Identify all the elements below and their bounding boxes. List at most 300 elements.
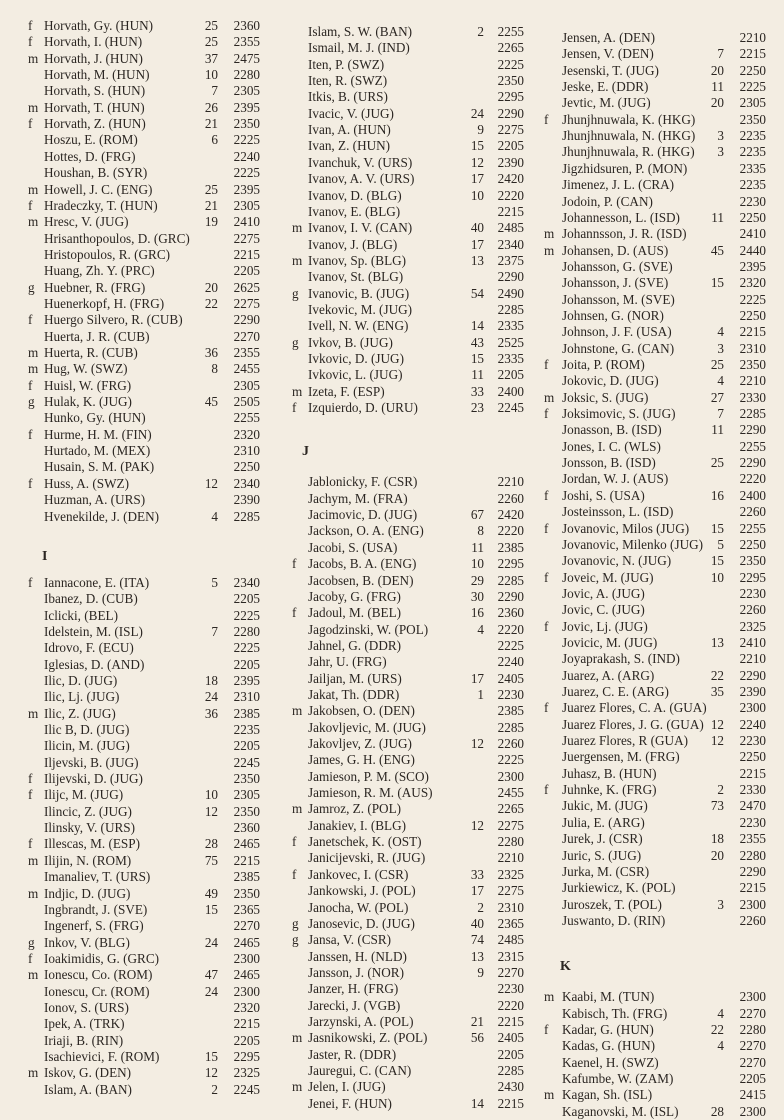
player-name: Johnstone, G. (CAN) [562, 340, 675, 356]
games-count: 33 [470, 866, 484, 882]
rating-value: 2295 [739, 569, 766, 585]
section-letter: J [302, 444, 309, 460]
player-name: Ilic B, D. (JUG) [44, 722, 130, 737]
list-item [530, 1038, 784, 1054]
list-item [4, 706, 266, 722]
list-item [272, 654, 530, 670]
title-mark: m [544, 989, 555, 1005]
games-count: 45 [710, 242, 724, 258]
player-name: Ingbrandt, J. (SVE) [44, 901, 148, 917]
player-name: Hunko, Gy. (HUN) [44, 410, 146, 426]
player-name: Joyaprakash, S. (IND) [562, 651, 680, 667]
title-mark: m [544, 1087, 555, 1103]
rating-value: 2275 [233, 230, 260, 246]
rating-value: 2205 [233, 263, 260, 279]
rating-value: 2280 [739, 847, 766, 863]
player-name: Ilic, D. (JUG) [44, 672, 118, 688]
games-count: 15 [710, 553, 724, 569]
title-mark: g [28, 279, 35, 295]
title-mark: m [28, 852, 39, 868]
rating-value: 2350 [233, 771, 260, 787]
rating-value: 2320 [233, 999, 260, 1015]
list-item [4, 967, 266, 983]
games-count: 15 [204, 901, 218, 917]
rating-value: 2325 [233, 1065, 260, 1081]
rating-value: 2235 [739, 128, 766, 144]
player-name: Joveic, M. (JUG) [562, 569, 654, 585]
title-mark: f [292, 400, 297, 416]
player-name: Hurtado, M. (MEX) [44, 443, 151, 459]
list-item [530, 471, 784, 487]
list-item [4, 673, 266, 689]
rating-value: 2275 [497, 883, 524, 899]
list-item [530, 553, 784, 569]
rating-value: 2260 [739, 912, 766, 928]
rating-value: 2285 [739, 406, 766, 422]
games-count: 12 [204, 1065, 218, 1081]
player-name: Ilijevski, D. (JUG) [44, 771, 143, 787]
rating-value: 2220 [497, 523, 524, 539]
list-item [272, 24, 530, 40]
games-count: 11 [711, 422, 724, 438]
player-name: Jamieson, P. M. (SCO) [308, 768, 429, 784]
player-name: Ivan, Z. (HUN) [308, 138, 391, 154]
games-count: 30 [470, 588, 484, 604]
rating-value: 2210 [739, 30, 766, 45]
player-name: Jakat, Th. (DDR) [308, 686, 400, 702]
games-count: 18 [204, 672, 218, 688]
player-name: Johannesson, L. (ISD) [562, 209, 680, 225]
player-name: Idelstein, M. (ISL) [44, 623, 143, 639]
rating-value: 2350 [233, 803, 260, 819]
player-name: Hulak, K. (JUG) [44, 394, 132, 410]
rating-value: 2205 [739, 1071, 766, 1086]
player-name: Johansen, D. (AUS) [562, 242, 669, 258]
title-mark: g [28, 394, 35, 410]
player-name: Ivkovic, L. (JUG) [308, 367, 403, 383]
player-name: Jeske, E. (DDR) [562, 79, 649, 95]
games-count: 21 [204, 197, 218, 213]
list-item [272, 523, 530, 539]
title-mark: f [28, 18, 33, 33]
rating-value: 2225 [739, 79, 766, 95]
rating-value: 2395 [739, 258, 766, 274]
title-mark: f [544, 700, 549, 716]
list-item [272, 671, 530, 687]
rating-value: 2215 [497, 203, 524, 219]
games-count: 2 [211, 1081, 218, 1097]
games-count: 47 [204, 967, 218, 983]
player-name: Juswanto, D. (RIN) [562, 912, 666, 928]
games-count: 26 [204, 99, 218, 115]
list-item [272, 785, 530, 801]
rating-value: 2310 [233, 689, 260, 705]
list-item [530, 30, 784, 46]
games-count: 12 [470, 817, 484, 833]
rating-value: 2475 [233, 50, 260, 66]
player-name: Jensen, V. (DEN) [562, 46, 654, 62]
list-item [272, 318, 530, 334]
rating-value: 2325 [739, 618, 766, 634]
player-name: Ilicin, M. (JUG) [44, 738, 130, 754]
player-name: Isachievici, F. (ROM) [44, 1049, 160, 1064]
title-mark: f [544, 569, 549, 585]
list-item [530, 1055, 784, 1071]
list-item [4, 394, 266, 410]
list-item [4, 361, 266, 377]
list-item [4, 443, 266, 459]
games-count: 15 [710, 520, 724, 536]
list-item [272, 932, 530, 948]
games-count: 22 [710, 667, 724, 683]
player-name: Izquierdo, D. (URU) [308, 400, 418, 416]
list-item [4, 984, 266, 1000]
list-item [530, 357, 784, 373]
list-item [4, 902, 266, 918]
list-item [530, 422, 784, 438]
games-count: 19 [204, 214, 218, 230]
player-name: Ibanez, D. (CUB) [44, 591, 138, 607]
player-name: Ivanov, A. V. (URS) [308, 171, 415, 187]
player-name: Hristopoulos, R. (GRC) [44, 246, 171, 262]
rating-value: 2230 [739, 733, 766, 749]
rating-value: 2300 [739, 700, 766, 716]
list-item [530, 488, 784, 504]
rating-value: 2285 [497, 301, 524, 317]
list-item [4, 804, 266, 820]
list-item [4, 182, 266, 198]
list-item [272, 507, 530, 523]
list-item [4, 476, 266, 492]
rating-value: 2245 [233, 754, 260, 770]
player-name: Ivanov, J. (BLG) [308, 236, 398, 252]
player-name: Kadas, G. (HUN) [562, 1038, 656, 1054]
player-name: Ionescu, Cr. (ROM) [44, 983, 150, 999]
list-item [272, 965, 530, 981]
rating-value: 2340 [497, 236, 524, 252]
list-item [530, 815, 784, 831]
games-count: 20 [710, 847, 724, 863]
rating-value: 2210 [497, 474, 524, 490]
games-count: 56 [470, 1030, 484, 1046]
rating-value: 2225 [233, 640, 260, 656]
title-mark: f [28, 771, 33, 787]
player-name: Jacobsen, B. (DEN) [308, 572, 414, 588]
list-item [530, 275, 784, 291]
rating-value: 2215 [739, 765, 766, 781]
rating-value: 2385 [497, 539, 524, 555]
rating-value: 2350 [739, 553, 766, 569]
rating-value: 2395 [233, 99, 260, 115]
list-item [530, 989, 784, 1005]
list-item [4, 132, 266, 148]
games-count: 20 [710, 62, 724, 78]
rating-value: 2215 [739, 880, 766, 896]
list-item [272, 573, 530, 589]
player-name: Huergo Silvero, R. (CUB) [44, 312, 183, 328]
title-mark: f [28, 116, 33, 132]
list-item [4, 1082, 266, 1098]
list-item [272, 703, 530, 719]
player-name: Kaenel, H. (SWZ) [562, 1054, 659, 1070]
games-count: 15 [204, 1049, 218, 1064]
games-count: 9 [477, 964, 484, 980]
list-item [530, 177, 784, 193]
player-name: James, G. H. (ENG) [308, 752, 415, 768]
games-count: 11 [711, 209, 724, 225]
games-count: 11 [471, 367, 484, 383]
games-count: 10 [204, 787, 218, 803]
rating-value: 2305 [739, 95, 766, 111]
player-name: Jablonicky, F. (CSR) [308, 474, 418, 490]
player-name: Huang, Zh. Y. (PRC) [44, 263, 155, 279]
rating-value: 2390 [233, 492, 260, 508]
player-name: Jacobs, B. A. (ENG) [308, 556, 417, 572]
games-count: 10 [470, 556, 484, 572]
rating-value: 2215 [233, 852, 260, 868]
list-item [4, 296, 266, 312]
player-name: Juric, S. (JUG) [562, 847, 642, 863]
player-name: Jensen, A. (DEN) [562, 30, 656, 45]
player-name: Jadoul, M. (BEL) [308, 605, 402, 621]
games-count: 14 [470, 318, 484, 334]
list-item [4, 100, 266, 116]
player-name: Huebner, R. (FRG) [44, 279, 146, 295]
list-item [4, 624, 266, 640]
games-count: 2 [717, 782, 724, 798]
list-item [4, 345, 266, 361]
player-name: Horvath, S. (HUN) [44, 83, 146, 99]
list-item [530, 1087, 784, 1103]
list-item [4, 165, 266, 181]
player-name: Ivanov, D. (BLG) [308, 187, 402, 203]
player-name: Jansson, J. (NOR) [308, 964, 404, 980]
list-item [530, 161, 784, 177]
player-name: Hug, W. (SWZ) [44, 361, 128, 377]
rating-value: 2290 [739, 863, 766, 879]
title-mark: f [28, 34, 33, 50]
list-item [272, 883, 530, 899]
player-name: Jovicic, M. (JUG) [562, 634, 658, 650]
games-count: 4 [717, 1005, 724, 1021]
list-item [4, 231, 266, 247]
player-name: Jankovec, I. (CSR) [308, 866, 409, 882]
player-name: Jimenez, J. L. (CRA) [562, 177, 675, 193]
games-count: 9 [477, 122, 484, 138]
list-item [4, 853, 266, 869]
list-item [272, 367, 530, 383]
title-mark: f [28, 836, 33, 852]
player-name: Juarez, A. (ARG) [562, 667, 655, 683]
rating-value: 2485 [497, 932, 524, 948]
games-count: 6 [211, 132, 218, 148]
rating-value: 2390 [739, 684, 766, 699]
player-name: Jansa, V. (CSR) [308, 932, 392, 948]
list-item [530, 144, 784, 160]
games-count: 36 [204, 705, 218, 721]
rating-value: 2305 [233, 83, 260, 99]
list-item [530, 112, 784, 128]
list-item [530, 1071, 784, 1087]
player-name: Juarez, C. E. (ARG) [562, 684, 669, 699]
rating-value: 2285 [233, 508, 260, 524]
rating-value: 2215 [233, 1016, 260, 1032]
games-count: 13 [470, 948, 484, 964]
games-count: 75 [204, 852, 218, 868]
player-name: Joksic, S. (JUG) [562, 389, 649, 405]
list-item [4, 935, 266, 951]
games-count: 40 [470, 915, 484, 931]
title-mark: m [28, 361, 39, 377]
list-item [4, 263, 266, 279]
title-mark: f [28, 475, 33, 491]
rating-value: 2220 [739, 471, 766, 487]
rating-value: 2350 [233, 116, 260, 132]
games-count: 36 [204, 345, 218, 360]
games-count: 2 [477, 24, 484, 39]
player-name: Jokovic, D. (JUG) [562, 373, 659, 389]
list-item [4, 1033, 266, 1049]
rating-value: 2205 [233, 738, 260, 754]
list-item [530, 504, 784, 520]
player-name: Johnson, J. F. (USA) [562, 324, 672, 340]
player-name: Iljevski, B. (JUG) [44, 754, 139, 770]
list-item [530, 1022, 784, 1038]
list-item [530, 848, 784, 864]
player-name: Ivanov, St. (BLG) [308, 269, 404, 285]
list-item [530, 95, 784, 111]
rating-value: 2215 [739, 324, 766, 340]
rating-value: 2205 [233, 656, 260, 672]
list-item [272, 335, 530, 351]
player-name: Julia, E. (ARG) [562, 814, 645, 830]
games-count: 37 [204, 50, 218, 66]
rating-value: 2235 [739, 144, 766, 160]
games-count: 3 [717, 128, 724, 144]
player-name: Kaganovski, M. (ISL) [562, 1103, 679, 1119]
player-name: Jones, I. C. (WLS) [562, 438, 661, 454]
player-name: Ivekovic, M. (JUG) [308, 301, 413, 317]
games-count: 35 [710, 684, 724, 699]
player-name: Juarez Flores, J. G. (GUA) [562, 716, 704, 732]
player-name: Johansson, M. (SVE) [562, 291, 675, 307]
player-name: Ivanchuk, V. (URS) [308, 154, 413, 170]
rating-value: 2360 [497, 605, 524, 621]
list-item [4, 738, 266, 754]
list-item [272, 622, 530, 638]
rating-value: 2270 [739, 1038, 766, 1054]
player-name: Horvath, Z. (HUN) [44, 116, 146, 132]
list-item [530, 128, 784, 144]
rating-value: 2255 [739, 520, 766, 536]
title-mark: g [292, 932, 299, 948]
title-mark: f [28, 197, 33, 213]
player-name: Iannacone, E. (ITA) [44, 574, 150, 590]
games-count: 4 [211, 508, 218, 524]
player-name: Jordan, W. J. (AUS) [562, 471, 669, 487]
games-count: 24 [204, 689, 218, 705]
player-name: Horvath, T. (HUN) [44, 99, 145, 115]
title-mark: m [544, 389, 555, 405]
rating-value: 2300 [739, 989, 766, 1005]
player-name: Ivkovic, D. (JUG) [308, 351, 404, 366]
list-item [272, 949, 530, 965]
games-count: 7 [211, 623, 218, 639]
player-name: Ilinsky, V. (URS) [44, 820, 135, 836]
list-item [272, 687, 530, 703]
games-count: 7 [211, 83, 218, 99]
rating-value: 2290 [739, 667, 766, 683]
rating-value: 2375 [497, 252, 524, 268]
list-item [272, 188, 530, 204]
list-item [272, 286, 530, 302]
player-name: Ingenerf, S. (FRG) [44, 918, 144, 934]
list-item [530, 749, 784, 765]
list-item [4, 329, 266, 345]
title-mark: f [544, 406, 549, 422]
rating-value: 2205 [233, 591, 260, 607]
rating-value: 2385 [233, 869, 260, 885]
rating-value: 2465 [233, 836, 260, 852]
list-item [272, 106, 530, 122]
player-name: Juergensen, M. (FRG) [562, 749, 680, 765]
games-count: 67 [470, 507, 484, 523]
games-count: 5 [211, 574, 218, 590]
player-name: Jovic, A. (JUG) [562, 585, 645, 601]
player-name: Joshi, S. (USA) [562, 487, 645, 503]
title-mark: f [544, 1021, 549, 1037]
list-item [530, 63, 784, 79]
list-item [272, 867, 530, 883]
title-mark: f [28, 377, 33, 393]
player-name: Jurek, J. (CSR) [562, 831, 643, 847]
list-item [272, 1047, 530, 1063]
rating-value: 2330 [739, 782, 766, 798]
list-item [4, 1000, 266, 1016]
list-item [272, 122, 530, 138]
list-item [530, 439, 784, 455]
player-name: Islam, S. W. (BAN) [308, 24, 413, 39]
title-mark: g [292, 285, 299, 301]
list-item [272, 540, 530, 556]
player-name: Jahr, U. (FRG) [308, 654, 387, 670]
player-name: Juroszek, T. (POL) [562, 896, 662, 912]
player-name: Jovic, Lj. (JUG) [562, 618, 648, 634]
player-name: Horvath, Gy. (HUN) [44, 18, 154, 33]
player-name: Hottes, D. (FRG) [44, 148, 136, 164]
games-count: 25 [204, 18, 218, 33]
player-name: Ivanov, I. V. (CAN) [308, 220, 413, 236]
rating-value: 2625 [233, 279, 260, 295]
title-mark: m [28, 50, 39, 66]
rating-value: 2290 [739, 455, 766, 471]
list-item [4, 214, 266, 230]
games-count: 4 [477, 621, 484, 637]
player-name: Ioakimidis, G. (GRC) [44, 950, 160, 966]
list-item [4, 83, 266, 99]
list-item [530, 46, 784, 62]
rating-value: 2505 [233, 394, 260, 410]
games-count: 16 [710, 487, 724, 503]
rating-value: 2465 [233, 967, 260, 983]
player-name: Jelen, I. (JUG) [308, 1079, 386, 1095]
player-name: Jodoin, P. (CAN) [562, 193, 653, 209]
games-count: 54 [470, 285, 484, 301]
rating-value: 2420 [497, 507, 524, 523]
games-count: 13 [710, 634, 724, 650]
list-item [4, 869, 266, 885]
list-item [272, 1014, 530, 1030]
